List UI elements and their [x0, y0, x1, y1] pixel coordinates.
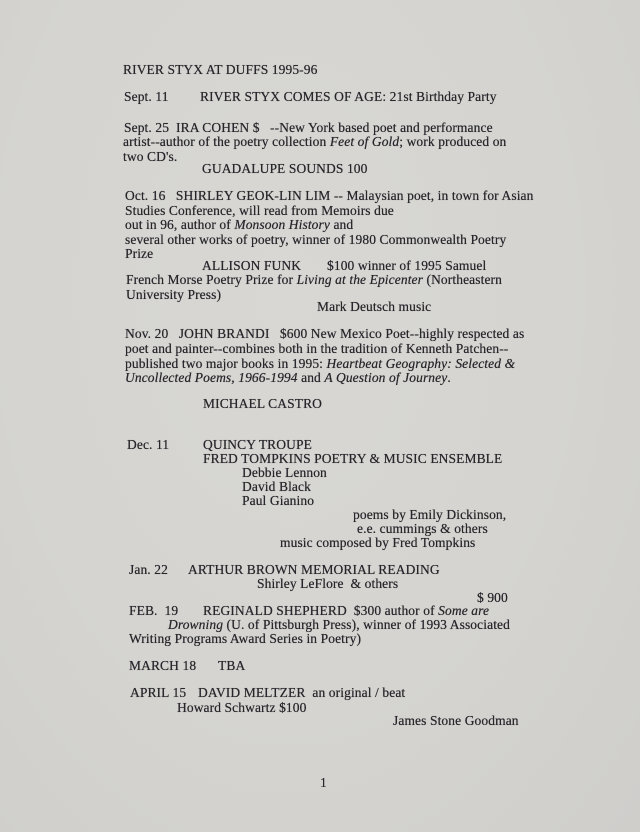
- text-run: and: [297, 370, 325, 385]
- text-run: 1: [320, 775, 327, 790]
- text-run: $ 900: [477, 590, 508, 605]
- text-run: REGINALD SHEPHERD $300 author of: [203, 603, 439, 618]
- text-run: music composed by Fred Tompkins: [280, 535, 476, 550]
- doc-line: [357, 521, 488, 536]
- text-run: several other works of poetry, winner of 1980 Commonwealth Poetry: [125, 232, 507, 247]
- text-run: Prize: [125, 246, 154, 261]
- text-run: QUINCY TROUPE: [203, 437, 312, 452]
- text-run: MICHAEL CASTRO: [203, 396, 323, 411]
- doc-line: [125, 188, 534, 203]
- doc-line: [125, 356, 515, 371]
- doc-line: [168, 617, 510, 632]
- doc-line: [125, 326, 524, 341]
- performer-name: [257, 576, 398, 591]
- doc-line: [317, 299, 431, 314]
- doc-line: [202, 161, 368, 176]
- date-label: [127, 437, 169, 452]
- performer-name: [203, 451, 502, 466]
- doc-line: [124, 120, 493, 135]
- date-label: [130, 685, 186, 700]
- text-run: e.e. cummings & others: [357, 521, 488, 536]
- text-run: TBA: [218, 658, 246, 673]
- text-run: (Northeastern: [423, 272, 502, 287]
- text-run: Jan. 22: [129, 562, 168, 577]
- signature-name: [393, 713, 519, 728]
- date-label: [124, 89, 169, 104]
- book-title: Heartbeat Geography: Selected &: [326, 356, 516, 371]
- doc-line: [126, 287, 221, 302]
- date-label: [129, 658, 196, 673]
- performer-name: [242, 465, 327, 480]
- text-run: two CD's.: [123, 149, 178, 164]
- performer-name: [202, 258, 301, 273]
- performer-name: [242, 479, 311, 494]
- text-run: ALLISON FUNK: [202, 258, 302, 273]
- text-run: Writing Programs Award Series in Poetry): [129, 631, 362, 646]
- text-run: James Stone Goodman: [393, 713, 519, 728]
- date-label: [129, 562, 168, 577]
- text-run: Sept. 25 IRA COHEN $ --New York based poet and performance: [124, 120, 493, 135]
- text-run: FEB. 19: [129, 603, 179, 618]
- text-run: out in 96, author of: [125, 217, 235, 232]
- text-run: Dec. 11: [127, 437, 170, 452]
- doc-line: [129, 631, 361, 646]
- performer-name: [203, 396, 322, 411]
- text-run: (U. of Pittsburgh Press), winner of 1993 Associated: [223, 617, 510, 632]
- text-run: RIVER STYX AT DUFFS 1995-96: [123, 62, 318, 77]
- performer-name: [242, 493, 314, 508]
- doc-line: [203, 603, 489, 618]
- text-run: MARCH 18: [129, 658, 197, 673]
- doc-line: [123, 149, 177, 164]
- text-run: Mark Deutsch music: [317, 299, 432, 314]
- text-run: David Black: [242, 479, 311, 494]
- text-run: DAVID MELTZER an original / beat: [198, 685, 406, 700]
- doc-line: [353, 507, 506, 522]
- text-run: published two major books in 1995:: [125, 356, 327, 371]
- doc-line: [177, 700, 306, 715]
- text-run: Shirley LeFlore & others: [257, 576, 399, 591]
- page-number: [320, 775, 327, 790]
- event-title: [188, 562, 440, 577]
- text-run: $100 winner of 1995 Samuel: [327, 258, 487, 273]
- text-run: Sept. 11: [124, 89, 169, 104]
- text-run: poems by Emily Dickinson,: [353, 507, 507, 522]
- text-run: FRED TOMPKINS POETRY & MUSIC ENSEMBLE: [203, 451, 503, 466]
- text-run: .: [447, 370, 451, 385]
- text-run: ; work produced on: [399, 134, 507, 149]
- text-run: RIVER STYX COMES OF AGE: 21st Birthday Party: [200, 89, 497, 104]
- date-label: [129, 603, 178, 618]
- doc-line: [125, 203, 394, 218]
- doc-line: [126, 272, 502, 287]
- text-run: ARTHUR BROWN MEMORIAL READING: [188, 562, 440, 577]
- text-run: University Press): [126, 287, 222, 302]
- text-run: Paul Gianino: [242, 493, 315, 508]
- text-run: APRIL 15: [130, 685, 187, 700]
- book-title: Some are: [438, 603, 490, 618]
- doc-line: [218, 658, 245, 673]
- doc-line: [327, 258, 486, 273]
- doc-line: [280, 535, 475, 550]
- text-run: Debbie Lennon: [242, 465, 327, 480]
- text-run: French Morse Poetry Prize for: [126, 272, 297, 287]
- text-run: artist--author of the poetry collection: [123, 134, 330, 149]
- book-title: Monsoon History: [234, 217, 330, 232]
- doc-line: [198, 685, 405, 700]
- text-run: poet and painter--combines both in the tradition of Kenneth Patchen--: [125, 341, 509, 356]
- text-run: Howard Schwartz $100: [177, 700, 307, 715]
- text-run: Nov. 20 JOHN BRANDI $600 New Mexico Poet--highly respected as: [125, 326, 525, 341]
- book-title: Uncollected Poems, 1966-1994: [125, 370, 298, 385]
- book-title: A Question of Journey: [324, 370, 448, 385]
- doc-line: [125, 246, 153, 261]
- event-title: [200, 89, 497, 104]
- doc-line: [123, 134, 506, 149]
- book-title: Living at the Epicenter: [296, 272, 423, 287]
- doc-line: [125, 370, 451, 385]
- doc-line: [125, 232, 506, 247]
- performer-name: [203, 437, 312, 452]
- doc-line: [125, 217, 353, 232]
- book-title: Feet of Gold: [329, 134, 400, 149]
- text-run: GUADALUPE SOUNDS 100: [202, 161, 368, 176]
- text-run: Oct. 16 SHIRLEY GEOK-LIN LIM -- Malaysian poet, in town for Asian: [125, 188, 534, 203]
- text-run: and: [329, 217, 354, 232]
- doc-line: [125, 341, 508, 356]
- doc-title: [123, 62, 317, 77]
- text-run: Studies Conference, will read from Memoirs due: [125, 203, 394, 218]
- book-title: Drowning: [168, 617, 224, 632]
